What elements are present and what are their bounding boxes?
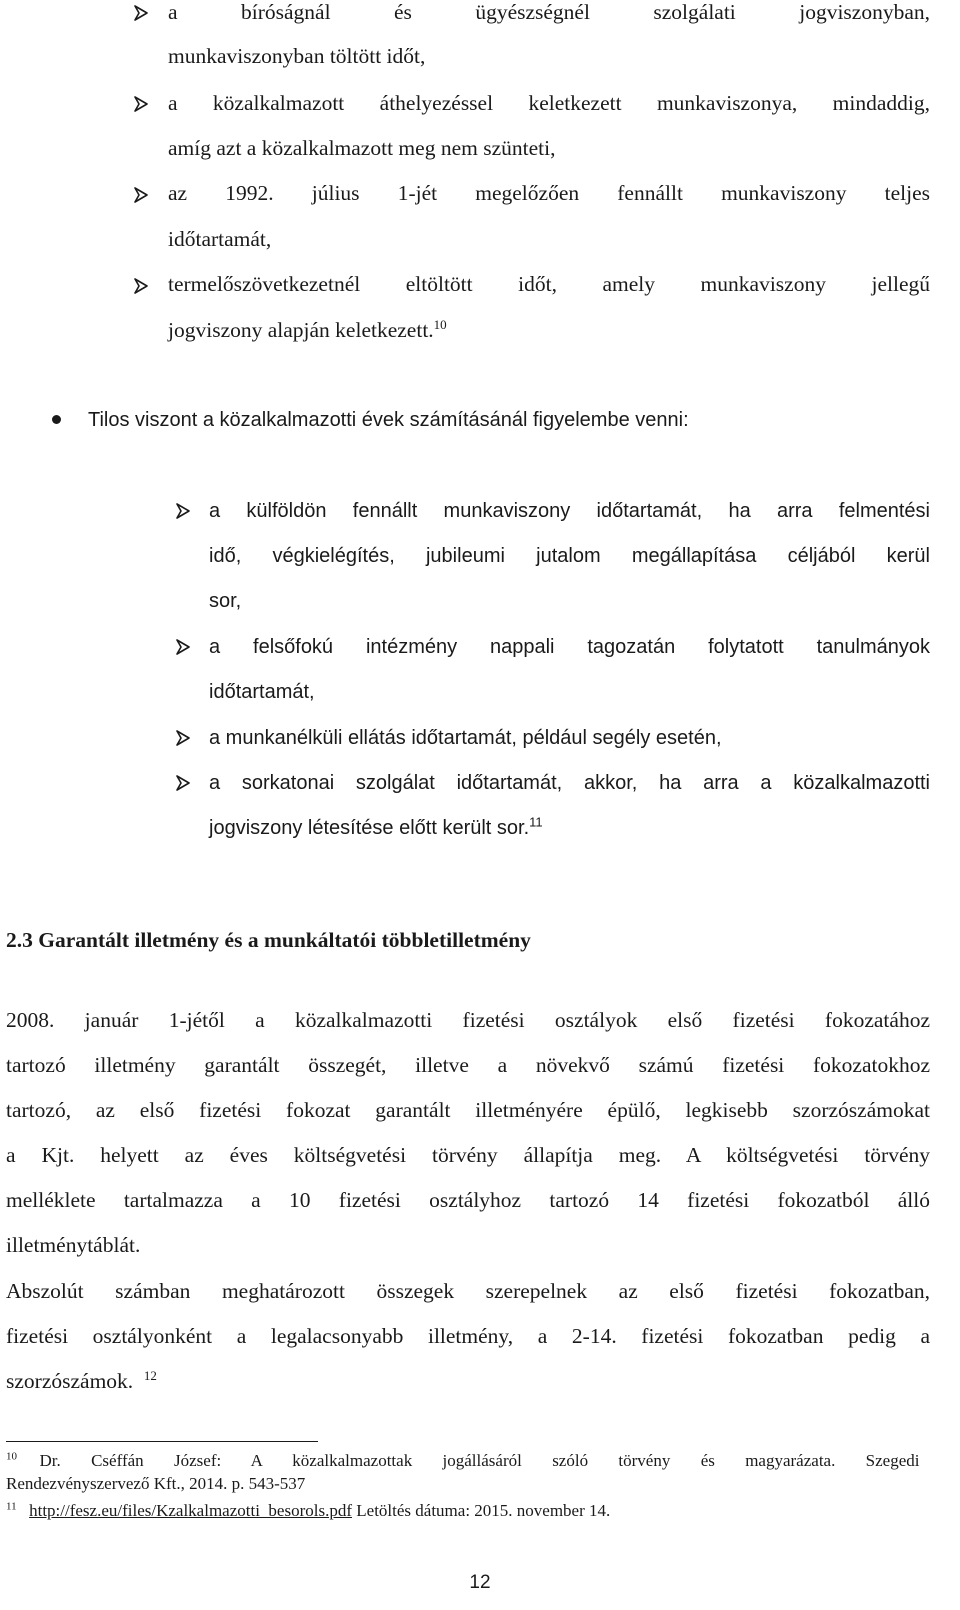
list-item-line: munkaviszonyban töltött időt,: [168, 44, 426, 68]
list-item-line: idő, végkielégítés, jubileumi jutalom megállapítása céljából kerül: [209, 545, 930, 567]
bullet-dot-icon: [52, 415, 61, 424]
paragraph-line: illetménytáblát.: [6, 1233, 141, 1257]
footnote-ref: 10: [433, 316, 447, 332]
footnote-number: 10: [6, 1450, 17, 1463]
footnote-text: Letöltés dátuma: 2015. november 14.: [352, 1501, 611, 1520]
section-heading: 2.3 Garantált illetmény és a munkáltatói többletilletmény: [6, 928, 531, 952]
list-item-line: a sorkatonai szolgálat időtartamát, akkor, ha arra a közalkalmazotti: [209, 772, 930, 794]
list-item-line: a munkanélküli ellátás időtartamát, például segély esetén,: [209, 727, 722, 749]
footnote-10: [6, 1450, 930, 1472]
paragraph-line: tartozó illetmény garantált összegét, illetve a növekvő számú fizetési fokozatokhoz: [6, 1053, 930, 1077]
paragraph-line: tartozó, az első fizetési fokozat garantált illetményére épülő, legkisebb szorzószámokat: [6, 1098, 930, 1122]
list-item-line: az 1992. július 1-jét megelőzően fennállt munkaviszony teljes: [168, 181, 930, 205]
paragraph-line: melléklete tartalmazza a 10 fizetési osztályhoz tartozó 14 fizetési fokozatból álló: [6, 1188, 930, 1212]
footnote-10-cont: Rendezvényszervező Kft., 2014. p. 543-537: [6, 1474, 306, 1493]
list-item-line: amíg azt a közalkalmazott meg nem szünteti,: [168, 136, 556, 160]
footnote-11: [6, 1500, 610, 1522]
paragraph-line: a Kjt. helyett az éves költségvetési törvény állapítja meg. A költségvetési törvény: [6, 1143, 930, 1167]
arrow-bullet-icon: [175, 639, 191, 655]
footnote-ref: 11: [529, 814, 543, 830]
list-item-line: [168, 316, 447, 344]
list-item-line: [209, 814, 543, 842]
paragraph-line: Abszolút számban meghatározott összegek szerepelnek az első fizetési fokozatban,: [6, 1279, 930, 1303]
arrow-bullet-icon: [133, 96, 149, 112]
arrow-bullet-icon: [175, 503, 191, 519]
paragraph-line: 2008. január 1-jétől a közalkalmazotti fizetési osztályok első fizetési fokozatához: [6, 1008, 930, 1032]
bullet-text: Tilos viszont a közalkalmazotti évek számításánál figyelembe venni:: [88, 409, 689, 431]
list-item-text: jogviszony létesítése előtt került sor.: [209, 817, 530, 839]
list-item-line: sor,: [209, 590, 242, 612]
arrow-bullet-icon: [133, 278, 149, 294]
footnote-separator: [6, 1441, 318, 1442]
footnote-link[interactable]: http://fesz.eu/files/Kzalkalmazotti_besorols.pdf: [29, 1501, 353, 1520]
footnote-text: Dr. Cséffán József: A közalkalmazottak jogállásáról szóló törvény és magyarázata. Szegedi: [39, 1451, 920, 1470]
list-item-line: termelőszövetkezetnél eltöltött időt, amely munkaviszony jellegű: [168, 272, 930, 296]
arrow-bullet-icon: [133, 5, 149, 21]
list-item-line: a külföldön fennállt munkaviszony időtartamát, ha arra felmentési: [209, 500, 930, 522]
list-item-line: a bíróságnál és ügyészségnél szolgálati jogviszonyban,: [168, 0, 930, 24]
paragraph-line: fizetési osztályonként a legalacsonyabb illetmény, a 2-14. fizetési fokozatban pedig a: [6, 1324, 930, 1348]
footnote-ref: 12: [143, 1367, 157, 1383]
footnote-number: 11: [6, 1500, 17, 1513]
list-item-line: a közalkalmazott áthelyezéssel keletkezett munkaviszonya, mindaddig,: [168, 91, 930, 115]
arrow-bullet-icon: [175, 775, 191, 791]
page-number: 12: [469, 1572, 491, 1593]
list-item-line: időtartamát,: [168, 227, 272, 251]
paragraph-line: [6, 1367, 157, 1395]
paragraph-text: szorzószámok.: [6, 1369, 134, 1393]
arrow-bullet-icon: [133, 187, 149, 203]
list-item-text: jogviszony alapján keletkezett.: [168, 318, 434, 342]
arrow-bullet-icon: [175, 730, 191, 746]
list-item-line: a felsőfokú intézmény nappali tagozatán folytatott tanulmányok: [209, 636, 930, 658]
list-item-line: időtartamát,: [209, 681, 315, 703]
